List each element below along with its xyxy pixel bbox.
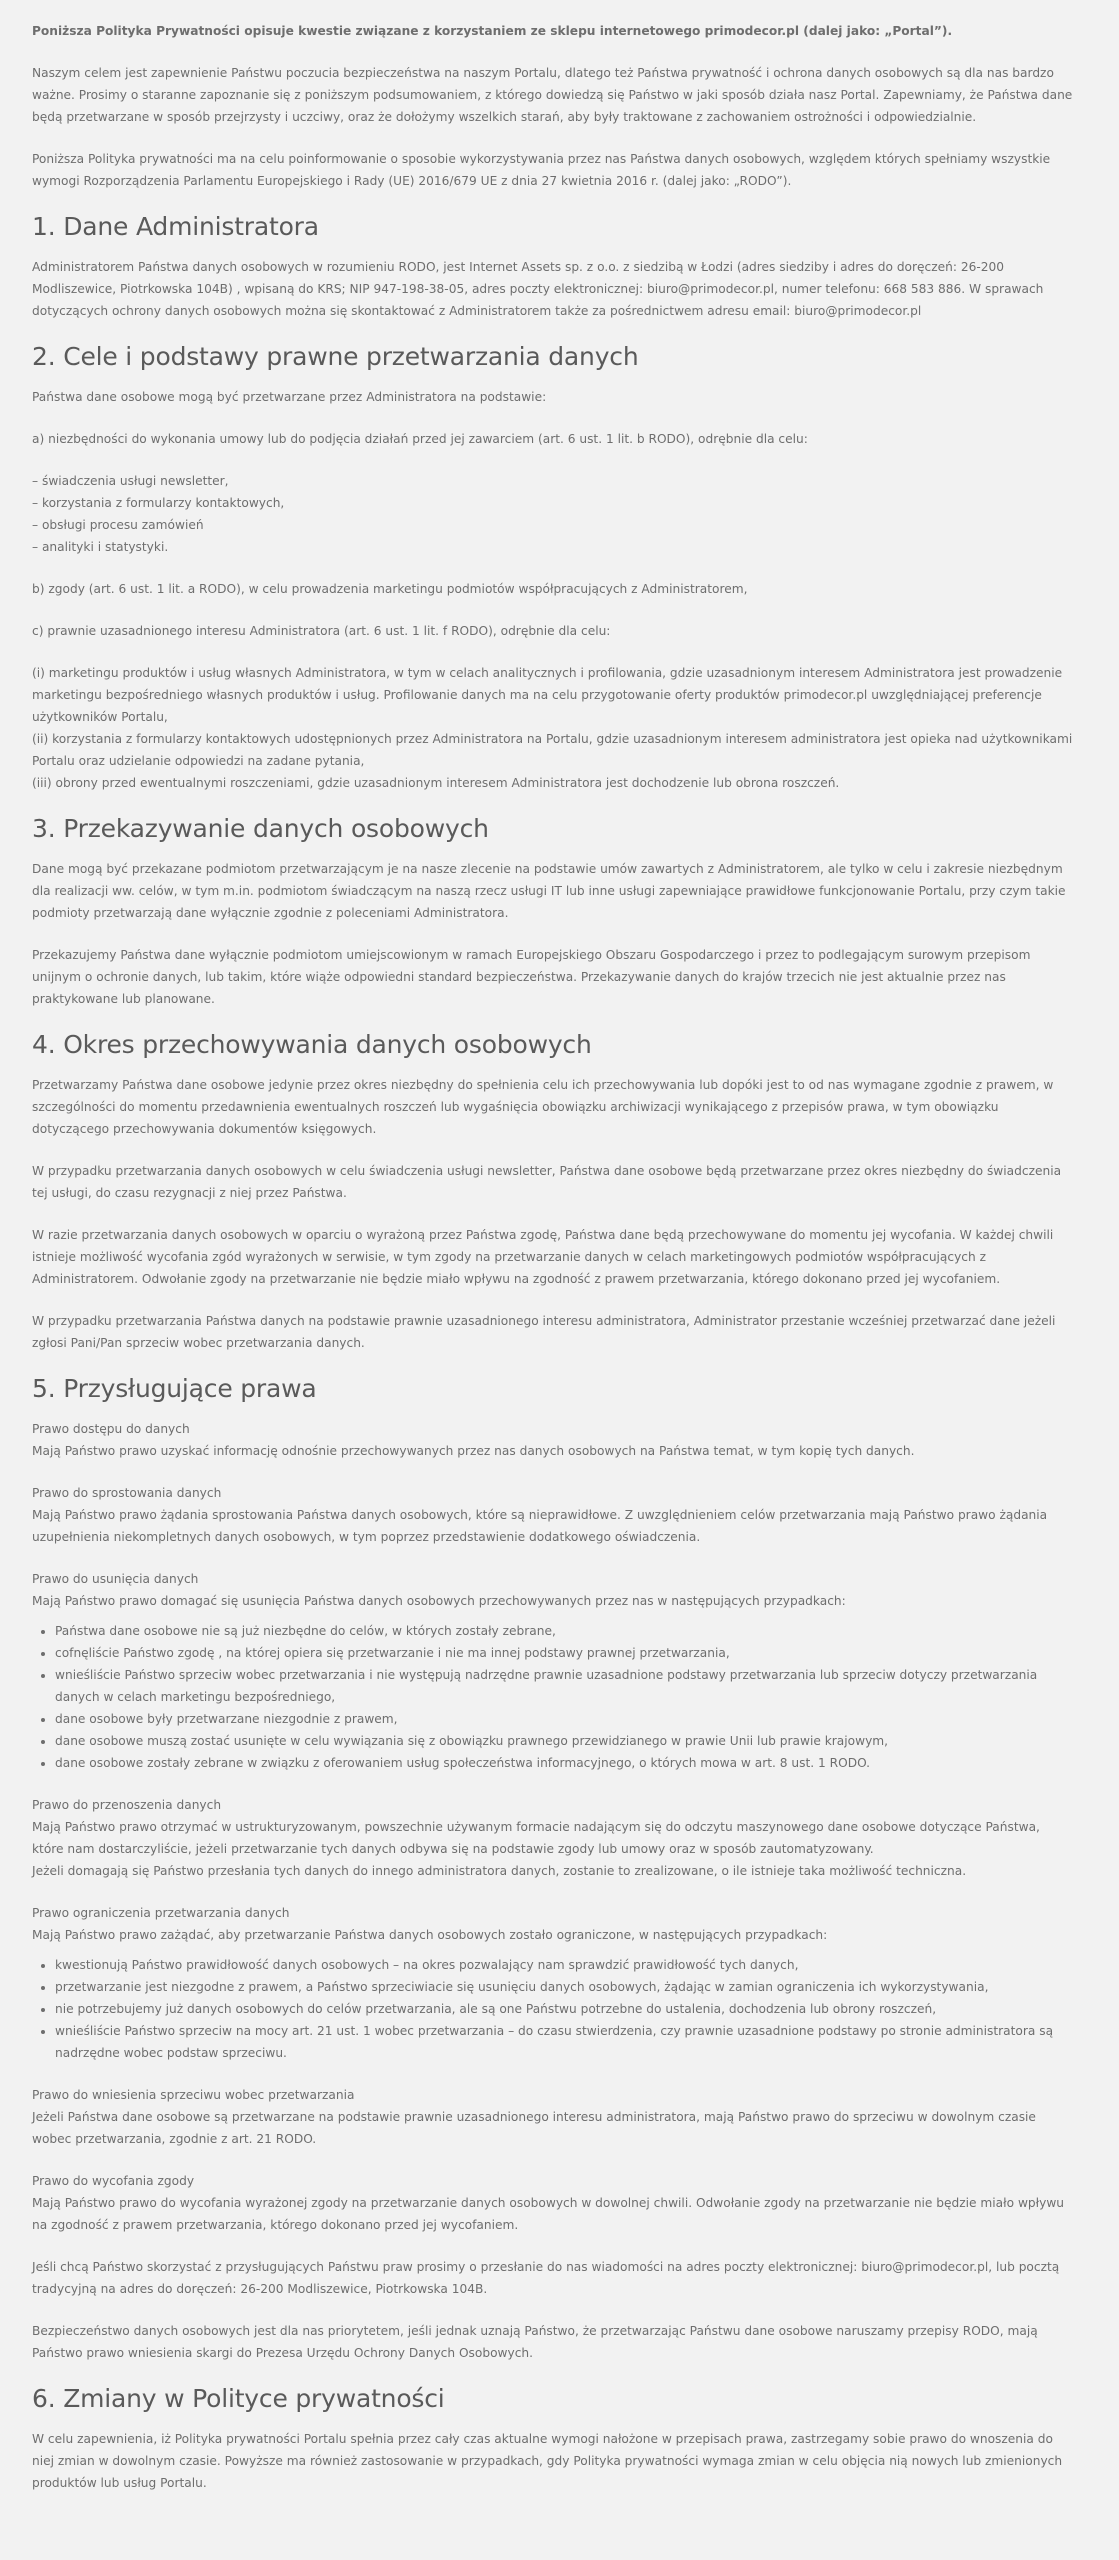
right-title: Prawo do sprostowania danych (32, 1486, 222, 1500)
right-description: Mają Państwo prawo zażądać, aby przetwarzanie Państwa danych osobowych zostało ograniczone, w następujących przypadkach: (32, 1928, 828, 1942)
list-item: • cofnęliście Państwo zgodę , na której opiera się przetwarzanie i nie ma innej podstawy prawnej przetwarzania, (55, 1642, 1075, 1664)
purpose-detail: (i) marketingu produktów i usług własnych Administratora, w tym w celach analitycznych i profilowania, gdzie uzasadnionym interesem Administratora jest prowadzenie marketingu bezpośredniego własnych produktów i usług. Profilowanie danych ma na celu przygotowanie oferty produktów primodecor.pl uwzględniającej preferencje użytkowników Portalu, (32, 666, 1063, 724)
section-title-rights: 5. Przysługujące prawa (32, 1374, 317, 1403)
retention-paragraph-2: W przypadku przetwarzania danych osobowych w celu świadczenia usługi newsletter, Państwa dane osobowe będą przetwarzane przez okres niezbędny do świadczenia tej usługi, do czasu rezygnacji z niej przez Państwa. (32, 1164, 1062, 1200)
intro-paragraph: Naszym celem jest zapewnienie Państwu poczucia bezpieczeństwa na naszym Portalu, dlatego też Państwa prywatność i ochrona danych osobowych są dla nas bardzo ważne. Prosimy o staranne zapoznanie się z poniższym podsumowaniem, z którego dowiedzą się Państwo w jaki sposób działa nasz Portal. Zapewniamy, że Państwa dane będą przetwarzane w sposób przejrzysty i uczciwy, oraz że dołożymy wszelkich starań, aby były traktowane z zachowaniem ostrożności i odpowiedzialnie. (32, 66, 1073, 124)
section-title-administrator: 1. Dane Administratora (32, 212, 319, 241)
right-restriction (32, 1902, 1075, 1946)
retention-paragraph-3: W razie przetwarzania danych osobowych w oparciu o wyrażoną przez Państwa zgodę, Państwa dane będą przechowywane do momentu jej wycofania. W każdej chwili istnieje możliwość wycofania zgód wyrażonych w serwisie, w tym zgody na przetwarzanie danych w celach marketingowych podmiotów współpracujących z Administratorem. Odwołanie zgody na przetwarzanie nie będzie miało wpływu na zgodność z prawem przetwarzania, którego dokonano przed jej wycofaniem. (32, 1228, 1054, 1286)
list-item: • dane osobowe muszą zostać usunięte w celu wywiązania się z obowiązku prawnego przewidzianego w prawie Unii lub prawie krajowym, (55, 1730, 1075, 1752)
section-title-retention: 4. Okres przechowywania danych osobowych (32, 1030, 592, 1059)
list-item: • wnieśliście Państwo sprzeciw na mocy art. 21 ust. 1 wobec przetwarzania – do czasu stwierdzenia, czy prawnie uzasadnione podstawy po stronie administratora są nadrzędne wobec podstaw sprzeciwu. (55, 2020, 1075, 2064)
section-title-purposes: 2. Cele i podstawy prawne przetwarzania danych (32, 342, 639, 371)
rights-contact-paragraph: Jeśli chcą Państwo skorzystać z przysługujących Państwu praw prosimy o przesłanie do nas wiadomości na adres poczty elektronicznej: biuro@primodecor.pl, lub pocztą tradycyjną na adres do doręczeń: 26-200 Modliszewice, Piotrkowska 104B. (32, 2260, 1060, 2296)
right-description: Jeżeli Państwa dane osobowe są przetwarzane na podstawie prawnie uzasadnionego interesu administratora, mają Państwo prawo do sprzeciwu w dowolnym czasie wobec przetwarzania, zgodnie z art. 21 RODO. (32, 2110, 1036, 2146)
rights-security-paragraph: Bezpieczeństwo danych osobowych jest dla nas priorytetem, jeśli jednak uznają Państwo, że przetwarzając Państwu dane osobowe naruszamy przepisy RODO, mają Państwo prawo wniesienia skargi do Prezesa Urzędu Ochrony Danych Osobowych. (32, 2324, 1038, 2360)
list-item: • dane osobowe były przetwarzane niezgodnie z prawem, (55, 1708, 1075, 1730)
right-description: Jeżeli domagają się Państwo przesłania tych danych do innego administratora danych, zostanie to zrealizowane, o ile istnieje taka możliwość techniczna. (32, 1864, 967, 1878)
list-item: • Państwa dane osobowe nie są już niezbędne do celów, w których zostały zebrane, (55, 1620, 1075, 1642)
right-description: Mają Państwo prawo domagać się usunięcia Państwa danych osobowych przechowywanych przez nas w następujących przypadkach: (32, 1594, 846, 1608)
transfer-paragraph-1: Dane mogą być przekazane podmiotom przetwarzającym je na nasze zlecenie na podstawie umów zawartych z Administratorem, ale tylko w celu i zakresie niezbędnym dla realizacji ww. celów, w tym m.in. podmiotom świadczącym na naszą rzecz usługi IT lub inne usługi zapewniające prawidłowe funkcjonowanie Portalu, przy czym takie podmioty przetwarzają dane wyłącznie zgodnie z poleceniami Administratora. (32, 862, 1066, 920)
dash-item: – korzystania z formularzy kontaktowych, (32, 496, 285, 510)
purposes-dash-list (32, 470, 1075, 558)
purposes-b: b) zgody (art. 6 ust. 1 lit. a RODO), w celu prowadzenia marketingu podmiotów współpracujących z Administratorem, (32, 582, 748, 596)
section-title-changes: 6. Zmiany w Polityce prywatności (32, 2384, 445, 2413)
purpose-detail: (iii) obrony przed ewentualnymi roszczeniami, gdzie uzasadnionym interesem Administratora jest dochodzenie lub obrona roszczeń. (32, 776, 840, 790)
intro-bold: Poniższa Polityka Prywatności opisuje kwestie związane z korzystaniem ze sklepu internetowego primodecor.pl (dalej jako: „Portal”). (32, 24, 953, 38)
right-title: Prawo dostępu do danych (32, 1422, 190, 1436)
list-item: • dane osobowe zostały zebrane w związku z oferowaniem usług społeczeństwa informacyjnego, o których mowa w art. 8 ust. 1 RODO. (55, 1752, 1075, 1774)
list-item: • wnieśliście Państwo sprzeciw wobec przetwarzania i nie występują nadrzędne prawnie uzasadnione podstawy przetwarzania lub sprzeciw dotyczy przetwarzania danych w celach marketingu bezpośredniego, (55, 1664, 1075, 1708)
retention-paragraph-1: Przetwarzamy Państwa dane osobowe jedynie przez okres niezbędny do spełnienia celu ich przechowywania lub dopóki jest to od nas wymagane zgodnie z prawem, w szczególności do momentu przedawnienia ewentualnych roszczeń lub wygaśnięcia obowiązku archiwizacji wynikającego z przepisów prawa, w tym obowiązku dotyczącego przechowywania dokumentów księgowych. (32, 1078, 1054, 1136)
dash-item: – obsługi procesu zamówień (32, 518, 204, 532)
purpose-detail: (ii) korzystania z formularzy kontaktowych udostępnionych przez Administratora na Portalu, gdzie uzasadnionym interesem administratora jest opieka nad użytkownikami Portalu oraz udzielanie odpowiedzi na zadane pytania, (32, 732, 1073, 768)
changes-paragraph: W celu zapewnienia, iż Polityka prywatności Portalu spełnia przez cały czas aktualne wymogi nałożone w przepisach prawa, zastrzegamy sobie prawo do wnoszenia do niej zmian w dowolnym czasie. Powyższe ma również zastosowanie w przypadkach, gdy Polityka prywatności wymaga zmian w celu objęcia nią nowych lub zmienionych produktów lub usług Portalu. (32, 2432, 1063, 2490)
administrator-paragraph: Administratorem Państwa danych osobowych w rozumieniu RODO, jest Internet Assets sp. z o.o. z siedzibą w Łodzi (adres siedziby i adres do doręczeń: 26-200 Modliszewice, Piotrkowska 104B) , wpisaną do KRS; NIP 947-198-38-05, adres poczty elektronicznej: biuro@primodecor.pl, numer telefonu: 668 583 886. W sprawach dotyczących ochrony danych osobowych można się skontaktować z Administratorem także za pośrednictwem adresu email: biuro@primodecor.pl (32, 260, 1044, 318)
right-description: Mają Państwo prawo żądania sprostowania Państwa danych osobowych, które są nieprawidłowe. Z uwzględnieniem celów przetwarzania mają Państwo prawo żądania uzupełnienia niekompletnych danych osobowych, w tym poprzez przedstawienie dodatkowego oświadczenia. (32, 1508, 1048, 1544)
dash-item: – analityki i statystyki. (32, 540, 169, 554)
section-title-transfer: 3. Przekazywanie danych osobowych (32, 814, 489, 843)
purposes-intro: Państwa dane osobowe mogą być przetwarzane przez Administratora na podstawie: (32, 390, 547, 404)
list-item: • przetwarzanie jest niezgodne z prawem, a Państwo sprzeciwiacie się usunięciu danych osobowych, żądając w zamian ograniczenia ich wykorzystywania, (55, 1976, 1075, 1998)
right-title: Prawo do wycofania zgody (32, 2174, 195, 2188)
dash-item: – świadczenia usługi newsletter, (32, 474, 229, 488)
right-objection (32, 2084, 1075, 2150)
right-withdraw-consent (32, 2170, 1075, 2236)
purposes-c-details (32, 662, 1075, 794)
list-item: • kwestionują Państwo prawidłowość danych osobowych – na okres pozwalający nam sprawdzić prawidłowość tych danych, (55, 1954, 1075, 1976)
erasure-list (32, 1620, 1075, 1774)
retention-paragraph-4: W przypadku przetwarzania Państwa danych na podstawie prawnie uzasadnionego interesu administratora, Administrator przestanie wcześniej przetwarzać dane jeżeli zgłosi Pani/Pan sprzeciw wobec przetwarzania danych. (32, 1314, 1056, 1350)
right-title: Prawo do przenoszenia danych (32, 1798, 222, 1812)
right-erasure (32, 1568, 1075, 1612)
right-description: Mają Państwo prawo uzyskać informację odnośnie przechowywanych przez nas danych osobowych na Państwa temat, w tym kopię tych danych. (32, 1444, 915, 1458)
right-rectification (32, 1482, 1075, 1548)
purposes-c: c) prawnie uzasadnionego interesu Administratora (art. 6 ust. 1 lit. f RODO), odrębnie dla celu: (32, 624, 611, 638)
purposes-a: a) niezbędności do wykonania umowy lub do podjęcia działań przed jej zawarciem (art. 6 ust. 1 lit. b RODO), odrębnie dla celu: (32, 432, 808, 446)
restriction-list (32, 1954, 1075, 2064)
right-title: Prawo ograniczenia przetwarzania danych (32, 1906, 290, 1920)
intro-rodo-paragraph: Poniższa Polityka prywatności ma na celu poinformowanie o sposobie wykorzystywania przez nas Państwa danych osobowych, względem których spełniamy wszystkie wymogi Rozporządzenia Parlamentu Europejskiego i Rady (UE) 2016/679 UE z dnia 27 kwietnia 2016 r. (dalej jako: „RODO”). (32, 152, 1051, 188)
list-item: • nie potrzebujemy już danych osobowych do celów przetwarzania, ale są one Państwu potrzebne do ustalenia, dochodzenia lub obrony roszczeń, (55, 1998, 1075, 2020)
transfer-paragraph-2: Przekazujemy Państwa dane wyłącznie podmiotom umiejscowionym w ramach Europejskiego Obszaru Gospodarczego i przez to podlegającym surowym przepisom unijnym o ochronie danych, lub takim, które wiąże odpowiedni standard bezpieczeństwa. Przekazywanie danych do krajów trzecich nie jest aktualnie przez nas praktykowane lub planowane. (32, 948, 1031, 1006)
right-title: Prawo do usunięcia danych (32, 1572, 199, 1586)
right-title: Prawo do wniesienia sprzeciwu wobec przetwarzania (32, 2088, 355, 2102)
right-access (32, 1418, 1075, 1462)
right-description: Mają Państwo prawo do wycofania wyrażonej zgody na przetwarzanie danych osobowych w dowolnej chwili. Odwołanie zgody na przetwarzanie nie będzie miało wpływu na zgodność z prawem przetwarzania, którego dokonano przed jej wycofaniem. (32, 2196, 1065, 2232)
right-portability (32, 1794, 1075, 1882)
right-description: Mają Państwo prawo otrzymać w ustrukturyzowanym, powszechnie używanym formacie nadającym się do odczytu maszynowego dane osobowe dotyczące Państwa, które nam dostarczyliście, jeżeli przetwarzanie tych danych odbywa się na podstawie zgody lub umowy oraz w sposób zautomatyzowany. (32, 1820, 1040, 1856)
